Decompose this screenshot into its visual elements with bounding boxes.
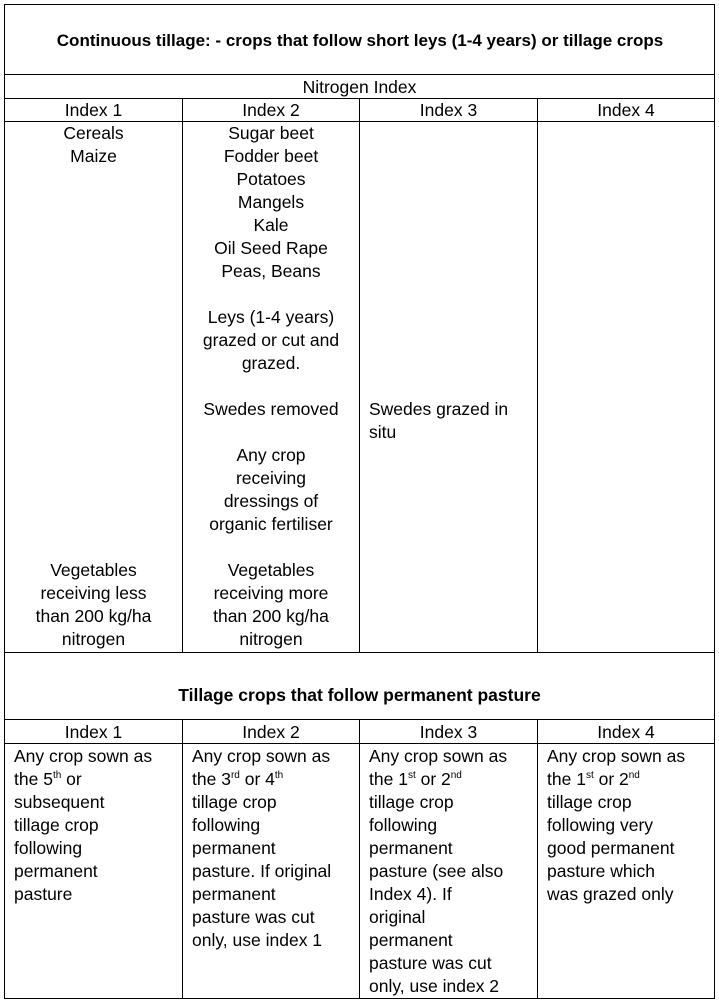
col-divider-3b (537, 719, 538, 998)
text-line: permanent (192, 838, 276, 858)
list-item: Vegetables (50, 560, 137, 580)
text-line: pasture was cut (369, 953, 492, 973)
section1-title: Continuous tillage: - crops that follow short leys (1-4 years) or tillage crops (56, 31, 664, 50)
text-line: permanent (369, 838, 453, 858)
column-header-index-4: Index 4 (597, 100, 655, 120)
rule-below-section1 (5, 652, 714, 653)
list-item: than 200 kg/ha (213, 606, 329, 626)
text-line: pasture (see also (369, 861, 504, 881)
text-line: following (192, 815, 261, 835)
list-item: Oil Seed Rape (214, 238, 328, 258)
list-item: Any crop (236, 445, 306, 465)
column-header-index-2: Index 2 (242, 100, 300, 120)
text-line: Index 4). If (369, 884, 452, 904)
index1-crops-top (5, 122, 182, 168)
list-item: grazed. (241, 353, 301, 373)
column-header-index-1: Index 1 (64, 100, 123, 120)
index3-crops (369, 398, 534, 444)
text-line: pasture was cut (192, 907, 315, 927)
list-item: Swedes grazed in (369, 399, 509, 419)
rule-below-title (5, 74, 714, 75)
pasture-index3-text (369, 745, 535, 998)
text-line: following very (547, 815, 654, 835)
text-line: good permanent (547, 838, 675, 858)
list-item: Mangels (237, 192, 305, 212)
list-item: Swedes removed (203, 399, 339, 419)
list-item: Vegetables (227, 560, 315, 580)
index1-crops-bottom (5, 559, 182, 651)
col-divider-1b (182, 719, 183, 998)
text-line: pasture (14, 884, 73, 904)
list-item: dressings of (223, 491, 319, 511)
section2-title: Tillage crops that follow permanent pasture (178, 685, 541, 705)
list-item: situ (369, 422, 397, 442)
list-item: grazed or cut and (202, 330, 340, 350)
text-line: permanent (14, 861, 98, 881)
text-line: following (14, 838, 83, 858)
text-line: tillage crop (547, 792, 632, 812)
column-header-index-1: Index 1 (64, 722, 123, 742)
column-header-index-2: Index 2 (242, 722, 300, 742)
column-header-index-4: Index 4 (597, 722, 655, 742)
text-line: pasture which (547, 861, 655, 881)
list-item: nitrogen (239, 629, 303, 649)
text-line: permanent (369, 930, 453, 950)
list-item: Maize (70, 146, 117, 166)
list-item: than 200 kg/ha (35, 606, 152, 626)
text-line: Any crop sown as (547, 746, 686, 766)
list-item: organic fertiliser (209, 514, 333, 534)
list-item: receiving (235, 468, 307, 488)
list-item: Leys (1-4 years) (207, 307, 335, 327)
text-line: the 1st or 2nd (547, 769, 640, 789)
text-line: subsequent (14, 792, 105, 812)
col-divider-3 (537, 98, 538, 652)
text-line: only, use index 1 (192, 930, 323, 950)
column-header-index-3: Index 3 (419, 100, 478, 120)
text-line: Any crop sown as (14, 746, 153, 766)
list-item: Cereals (63, 123, 124, 143)
list-item: receiving more (213, 583, 329, 603)
text-line: pasture. If original (192, 861, 332, 881)
text-line: original (369, 907, 426, 927)
text-line: tillage crop (192, 792, 277, 812)
list-item: receiving less (40, 583, 147, 603)
text-line: the 5th or (14, 769, 82, 789)
col-divider-2 (359, 98, 360, 652)
list-item: nitrogen (61, 629, 126, 649)
pasture-index1-text (14, 745, 180, 906)
text-line: permanent (192, 884, 276, 904)
text-line: tillage crop (14, 815, 99, 835)
list-item: Potatoes (236, 169, 306, 189)
pasture-index4-text (547, 745, 713, 906)
list-item: Peas, Beans (221, 261, 321, 281)
text-line: the 3rd or 4th (192, 769, 284, 789)
nitrogen-index-table (4, 4, 715, 999)
index2-crops (183, 122, 359, 651)
column-header-index-3: Index 3 (419, 722, 478, 742)
list-item: Fodder beet (223, 146, 319, 166)
list-item: Kale (253, 215, 289, 235)
text-line: the 1st or 2nd (369, 769, 462, 789)
pasture-index2-text (192, 745, 358, 952)
text-line: tillage crop (369, 792, 454, 812)
col-divider-2b (359, 719, 360, 998)
text-line: following (369, 815, 438, 835)
text-line: only, use index 2 (369, 976, 500, 996)
list-item: Sugar beet (228, 123, 314, 143)
nitrogen-index-subheader: Nitrogen Index (302, 77, 417, 97)
text-line: Any crop sown as (192, 746, 331, 766)
text-line: Any crop sown as (369, 746, 508, 766)
text-line: was grazed only (547, 884, 674, 904)
